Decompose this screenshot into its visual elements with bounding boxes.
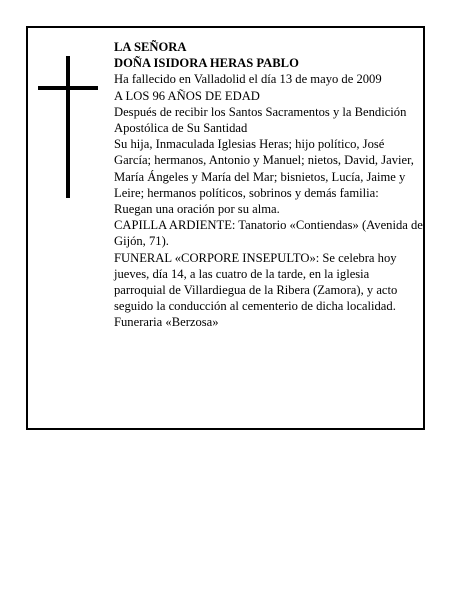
- deceased-name: DOÑA ISIDORA HERAS PABLO: [114, 56, 299, 71]
- notice-title-line-1: LA SEÑORA: [114, 40, 187, 54]
- sacraments-paragraph: Después de recibir los Santos Sacramentos y la Bendición Apostólica de Su Santidad: [114, 104, 407, 136]
- chapel-paragraph: CAPILLA ARDIENTE: Tanatorio «Contiendas» (Avenida de Gijón, 71).: [114, 218, 423, 249]
- prayer-request: Ruegan una oración por su alma.: [114, 202, 280, 217]
- funeral-home: Funeraria «Berzosa»: [114, 315, 219, 330]
- obituary-text: [114, 39, 424, 331]
- latin-cross-icon: [38, 56, 98, 198]
- family-paragraph: Su hija, Inmaculada Iglesias Heras; hijo político, José García; hermanos, Antonio y Manuel; nietos, David, Javier, María Ángeles y María del Mar; bisnietos, Lucía, Jaime y Leire; hermanos políticos, sobrinos y demás familia:: [114, 137, 414, 200]
- cross-horizontal-bar: [38, 86, 98, 90]
- funeral-paragraph: FUNERAL «CORPORE INSEPULTO»: Se celebra hoy jueves, día 14, a las cuatro de la tarde, en la iglesia parroquial de Villardiegua de la Ribera (Zamora), y acto seguido la conducción al cementerio de dicha localidad.: [114, 250, 398, 314]
- age-line: A LOS 96 AÑOS DE EDAD: [114, 88, 260, 103]
- cross-vertical-bar: [66, 56, 70, 198]
- death-date-line: Ha fallecido en Valladolid el día 13 de mayo de 2009: [114, 72, 382, 87]
